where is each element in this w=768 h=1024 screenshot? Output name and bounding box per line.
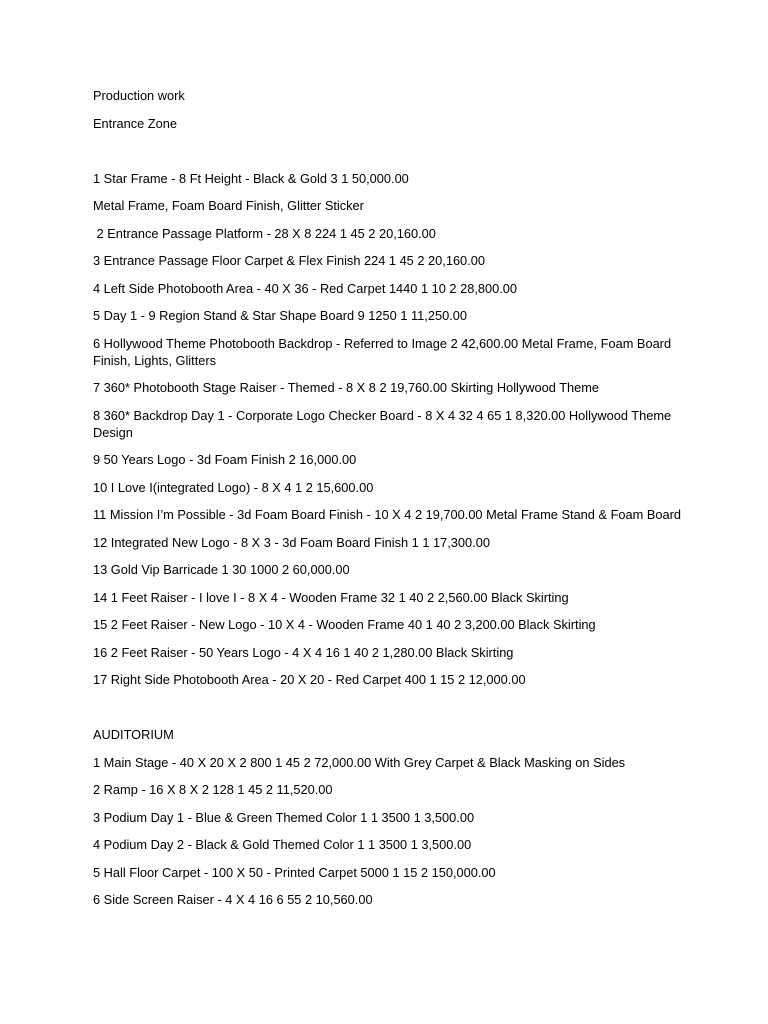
entrance-line-item: 3 Entrance Passage Floor Carpet & Flex Finish 224 1 45 2 20,160.00 bbox=[93, 253, 485, 268]
auditorium-list bbox=[93, 754, 683, 909]
entrance-line-item: 11 Mission I’m Possible - 3d Foam Board Finish - 10 X 4 2 19,700.00 Metal Frame Stand & Foam Board bbox=[93, 507, 681, 522]
auditorium-line-item: 4 Podium Day 2 - Black & Gold Themed Color 1 1 3500 1 3,500.00 bbox=[93, 837, 472, 852]
entrance-line-item: 4 Left Side Photobooth Area - 40 X 36 - Red Carpet 1440 1 10 2 28,800.00 bbox=[93, 280, 518, 296]
entrance-line-item: 6 Hollywood Theme Photobooth Backdrop - Referred to Image 2 42,600.00 Metal Frame, Foam Board Finish, Lights, Glitters bbox=[93, 335, 675, 368]
entrance-line-item: 16 2 Feet Raiser - 50 Years Logo - 4 X 4 16 1 40 2 1,280.00 Black Skirting bbox=[93, 644, 514, 660]
entrance-line-item: 13 Gold Vip Barricade 1 30 1000 2 60,000.00 bbox=[93, 562, 350, 577]
entrance-line-item: 17 Right Side Photobooth Area - 20 X 20 - Red Carpet 400 1 15 2 12,000.00 bbox=[93, 672, 526, 687]
entrance-line-item: 1 Star Frame - 8 Ft Height - Black & Gold 3 1 50,000.00 bbox=[93, 170, 409, 186]
document-title: Production work bbox=[93, 88, 185, 103]
blank-line bbox=[93, 699, 683, 716]
auditorium-line-item: 5 Hall Floor Carpet - 100 X 50 - Printed Carpet 5000 1 15 2 150,000.00 bbox=[93, 864, 496, 880]
auditorium-line-item: 3 Podium Day 1 - Blue & Green Themed Color 1 1 3500 1 3,500.00 bbox=[93, 809, 475, 825]
auditorium-line-item: 1 Main Stage - 40 X 20 X 2 800 1 45 2 72,000.00 With Grey Carpet & Black Masking on Sides bbox=[93, 754, 626, 770]
blank-line bbox=[93, 142, 683, 159]
entrance-line-item: 9 50 Years Logo - 3d Foam Finish 2 16,000.00 bbox=[93, 452, 357, 467]
auditorium-line-item: 6 Side Screen Raiser - 4 X 4 16 6 55 2 10,560.00 bbox=[93, 892, 373, 907]
document-body bbox=[93, 87, 683, 919]
entrance-line-item: 2 Entrance Passage Platform - 28 X 8 224 1 45 2 20,160.00 bbox=[93, 225, 436, 241]
entrance-line-item: 8 360* Backdrop Day 1 - Corporate Logo Checker Board - 8 X 4 32 4 65 1 8,320.00 Hollywood Theme Design bbox=[93, 407, 675, 440]
entrance-line-item: 5 Day 1 - 9 Region Stand & Star Shape Board 9 1250 1 11,250.00 bbox=[93, 308, 467, 323]
entrance-zone-list bbox=[93, 170, 683, 689]
section-title-entrance-zone: Entrance Zone bbox=[93, 115, 177, 131]
entrance-line-item: 15 2 Feet Raiser - New Logo - 10 X 4 - Wooden Frame 40 1 40 2 3,200.00 Black Skirting bbox=[93, 617, 596, 632]
section-heading-auditorium: AUDITORIUM bbox=[93, 727, 174, 742]
auditorium-line-item: 2 Ramp - 16 X 8 X 2 128 1 45 2 11,520.00 bbox=[93, 782, 333, 797]
entrance-line-item: 7 360* Photobooth Stage Raiser - Themed - 8 X 8 2 19,760.00 Skirting Hollywood Theme bbox=[93, 380, 600, 395]
entrance-line-item: Metal Frame, Foam Board Finish, Glitter Sticker bbox=[93, 198, 364, 213]
entrance-line-item: 12 Integrated New Logo - 8 X 3 - 3d Foam Board Finish 1 1 17,300.00 bbox=[93, 534, 490, 550]
entrance-line-item: 10 I Love I(integrated Logo) - 8 X 4 1 2 15,600.00 bbox=[93, 479, 374, 495]
entrance-line-item: 14 1 Feet Raiser - I love I - 8 X 4 - Wooden Frame 32 1 40 2 2,560.00 Black Skirting bbox=[93, 589, 569, 605]
